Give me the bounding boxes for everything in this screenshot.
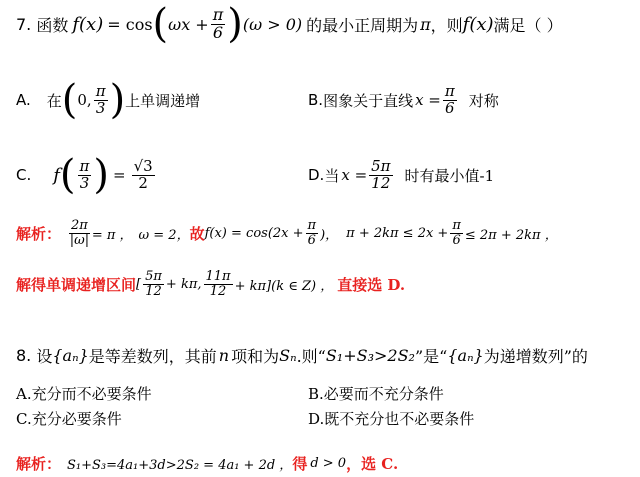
q7-analysis-i-end: + kπ](k ∈ Z) ， [234, 278, 334, 294]
q8-option-a: A.充分而不必要条件 [16, 385, 152, 403]
q7-option-d [308, 150, 494, 200]
q8-analysis-expr: S₁+S₃=4a₁+3d>2S₂ = 4a₁ + 2d ， [67, 457, 293, 473]
q7-option-c-den: 3 [79, 173, 90, 192]
q7-analysis-ineq-den: 6 [452, 232, 461, 248]
q7-option-a-label: A. [16, 91, 31, 109]
q8-option-c: C.充分必要条件 [16, 410, 122, 428]
q7-analysis-formula-num: π [307, 217, 317, 233]
q7-option-c-label: C. [16, 166, 32, 184]
q7-option-b-pre: 图象关于直线 [323, 91, 414, 110]
q7-option-b [308, 78, 499, 122]
q7-option-a-left: 0, [77, 91, 92, 109]
q7-option-a-paren-close: ) [109, 77, 126, 123]
q8-analysis-label: 解析： [16, 454, 62, 473]
q7-analysis-i-den2: 12 [209, 283, 227, 299]
q7-analysis-ineq-pre: π + 2kπ ≤ 2x + [346, 225, 449, 241]
q7-option-d-frac [369, 156, 392, 192]
q7-analysis-eq-pi: = π ， [91, 227, 133, 243]
q8-stem-e: ”是“ [414, 346, 448, 366]
q7-analysis-ineq-frac [450, 219, 463, 247]
q7-option-d-post: 时有最小值-1 [404, 166, 495, 185]
q7-cond: (ω > 0) [242, 14, 303, 34]
q7-analysis-ineq-num: π [452, 217, 461, 233]
q7-paren-open: ( [152, 1, 169, 47]
q7-analysis-frac1-num: 2π [71, 217, 88, 233]
q7-option-d-den: 12 [371, 173, 391, 192]
q8-n: n [218, 345, 230, 365]
q7-option-a-den: 3 [95, 98, 106, 117]
q7-analysis-line2-label: 解得单调递增区间 [16, 275, 137, 294]
q7-option-d-label: D. [308, 166, 325, 184]
q7-eq: = cos [107, 14, 153, 34]
q7-analysis-line2 [16, 262, 405, 306]
q7-analysis-i-frac2 [204, 270, 233, 298]
q7-stem-mid: 的最小正周期为 [306, 15, 419, 35]
q7-analysis-frac1-den: |ω| [69, 232, 90, 248]
q8-stem [16, 340, 588, 370]
q8-stem-d: .则“ [296, 346, 326, 366]
q7-analysis-i-num2: 11π [205, 268, 231, 284]
q7-analysis-line1 [16, 212, 558, 254]
q7-option-a-pre: 在 [46, 91, 62, 110]
q7-option-c-paren-close: ) [93, 152, 109, 198]
q7-option-c-func: f [53, 164, 60, 186]
q8-cond: S₁+S₃>2S₂ [325, 345, 415, 365]
q7-analysis-i-mid: + kπ, [165, 276, 202, 292]
q7-option-c-sqrt3: √3 [133, 156, 153, 175]
q7-option-c-two: 2 [138, 173, 148, 192]
q7-option-c [16, 150, 157, 200]
q7-option-b-den: 6 [445, 98, 455, 117]
q7-option-b-post: 对称 [468, 91, 499, 110]
q7-analysis-conclusion: 直接选 D. [337, 275, 406, 294]
q7-option-a-frac [94, 81, 108, 117]
q7-option-b-num: π [444, 81, 455, 100]
q8-stem-c: 项和为 [231, 346, 280, 366]
q7-stem-end: 满足（ ） [493, 15, 563, 35]
q7-analysis-formula-frac [306, 219, 319, 247]
q7-func-2: f(x) [462, 13, 494, 35]
q8-seq2: {aₙ} [447, 345, 484, 365]
q7-func: f(x) [72, 13, 104, 35]
q7-analysis-interval-open: [ [136, 276, 142, 292]
q7-analysis-label: 解析： [16, 224, 62, 243]
q7-analysis-i-den1: 12 [145, 283, 162, 299]
q8-analysis-result: d > 0 [310, 455, 347, 471]
q7-option-c-paren-open: ( [59, 152, 76, 198]
q8-stem-a: 设 [36, 346, 53, 366]
q7-number: 7. [16, 14, 32, 34]
q7-option-a-paren-open: ( [61, 77, 78, 123]
q8-option-d: D.既不充分也不必要条件 [308, 410, 475, 428]
q7-option-d-var: x = [341, 166, 368, 184]
q7-option-b-var: x = [415, 91, 441, 109]
q8-analysis [16, 452, 398, 474]
q7-option-a-post: 上单调递增 [125, 91, 201, 110]
q7-analysis-frac1 [69, 219, 90, 247]
q7-frac-pi6 [211, 4, 226, 42]
q7-analysis-ineq-post: ≤ 2π + 2kπ ， [464, 227, 558, 243]
q7-period: π [420, 14, 431, 34]
q7-option-d-pre: 当 [324, 166, 340, 185]
q7-stem-suffix: ，则 [430, 15, 463, 35]
q7-analysis-so: 故 [189, 224, 205, 243]
q7-option-c-num: π [79, 156, 90, 175]
q8-option-b: B.必要而不充分条件 [308, 385, 444, 403]
q7-option-b-label: B. [308, 91, 324, 109]
q7-stem-prefix: 函数 [36, 15, 69, 35]
q7-option-c-frac2 [132, 156, 155, 192]
q8-stem-f: 为递增数列”的 [483, 346, 588, 366]
q7-stem [16, 1, 563, 47]
q7-option-a [16, 78, 200, 122]
q7-analysis-formula: f(x) = cos(2x + [204, 225, 304, 241]
q7-analysis-i-num1: 5π [145, 268, 162, 284]
q7-analysis-formula-den: 6 [307, 232, 316, 248]
q8-sn: Sₙ [279, 345, 297, 365]
q8-analysis-choose: ，选 C. [346, 454, 399, 473]
q7-option-b-frac [443, 81, 457, 117]
q7-analysis-formula-close: )， [320, 227, 339, 243]
q8-stem-b: 是等差数列，其前 [88, 346, 217, 366]
q8-seq: {aₙ} [52, 345, 89, 365]
q7-frac-den: 6 [212, 22, 224, 42]
q8-number: 8. [16, 345, 32, 365]
q7-arg: ωx + [168, 14, 209, 34]
q7-frac-num: π [212, 4, 224, 24]
q7-option-a-num: π [95, 81, 106, 100]
q7-analysis-omega: ω = 2， [138, 227, 190, 243]
q7-option-c-eq: = [113, 166, 126, 184]
q7-option-c-frac [78, 156, 92, 192]
q7-paren-close: ) [227, 1, 243, 47]
q8-analysis-get: 得 [292, 454, 308, 473]
q7-option-d-num: 5π [371, 156, 391, 175]
q7-analysis-i-frac1 [143, 270, 164, 298]
